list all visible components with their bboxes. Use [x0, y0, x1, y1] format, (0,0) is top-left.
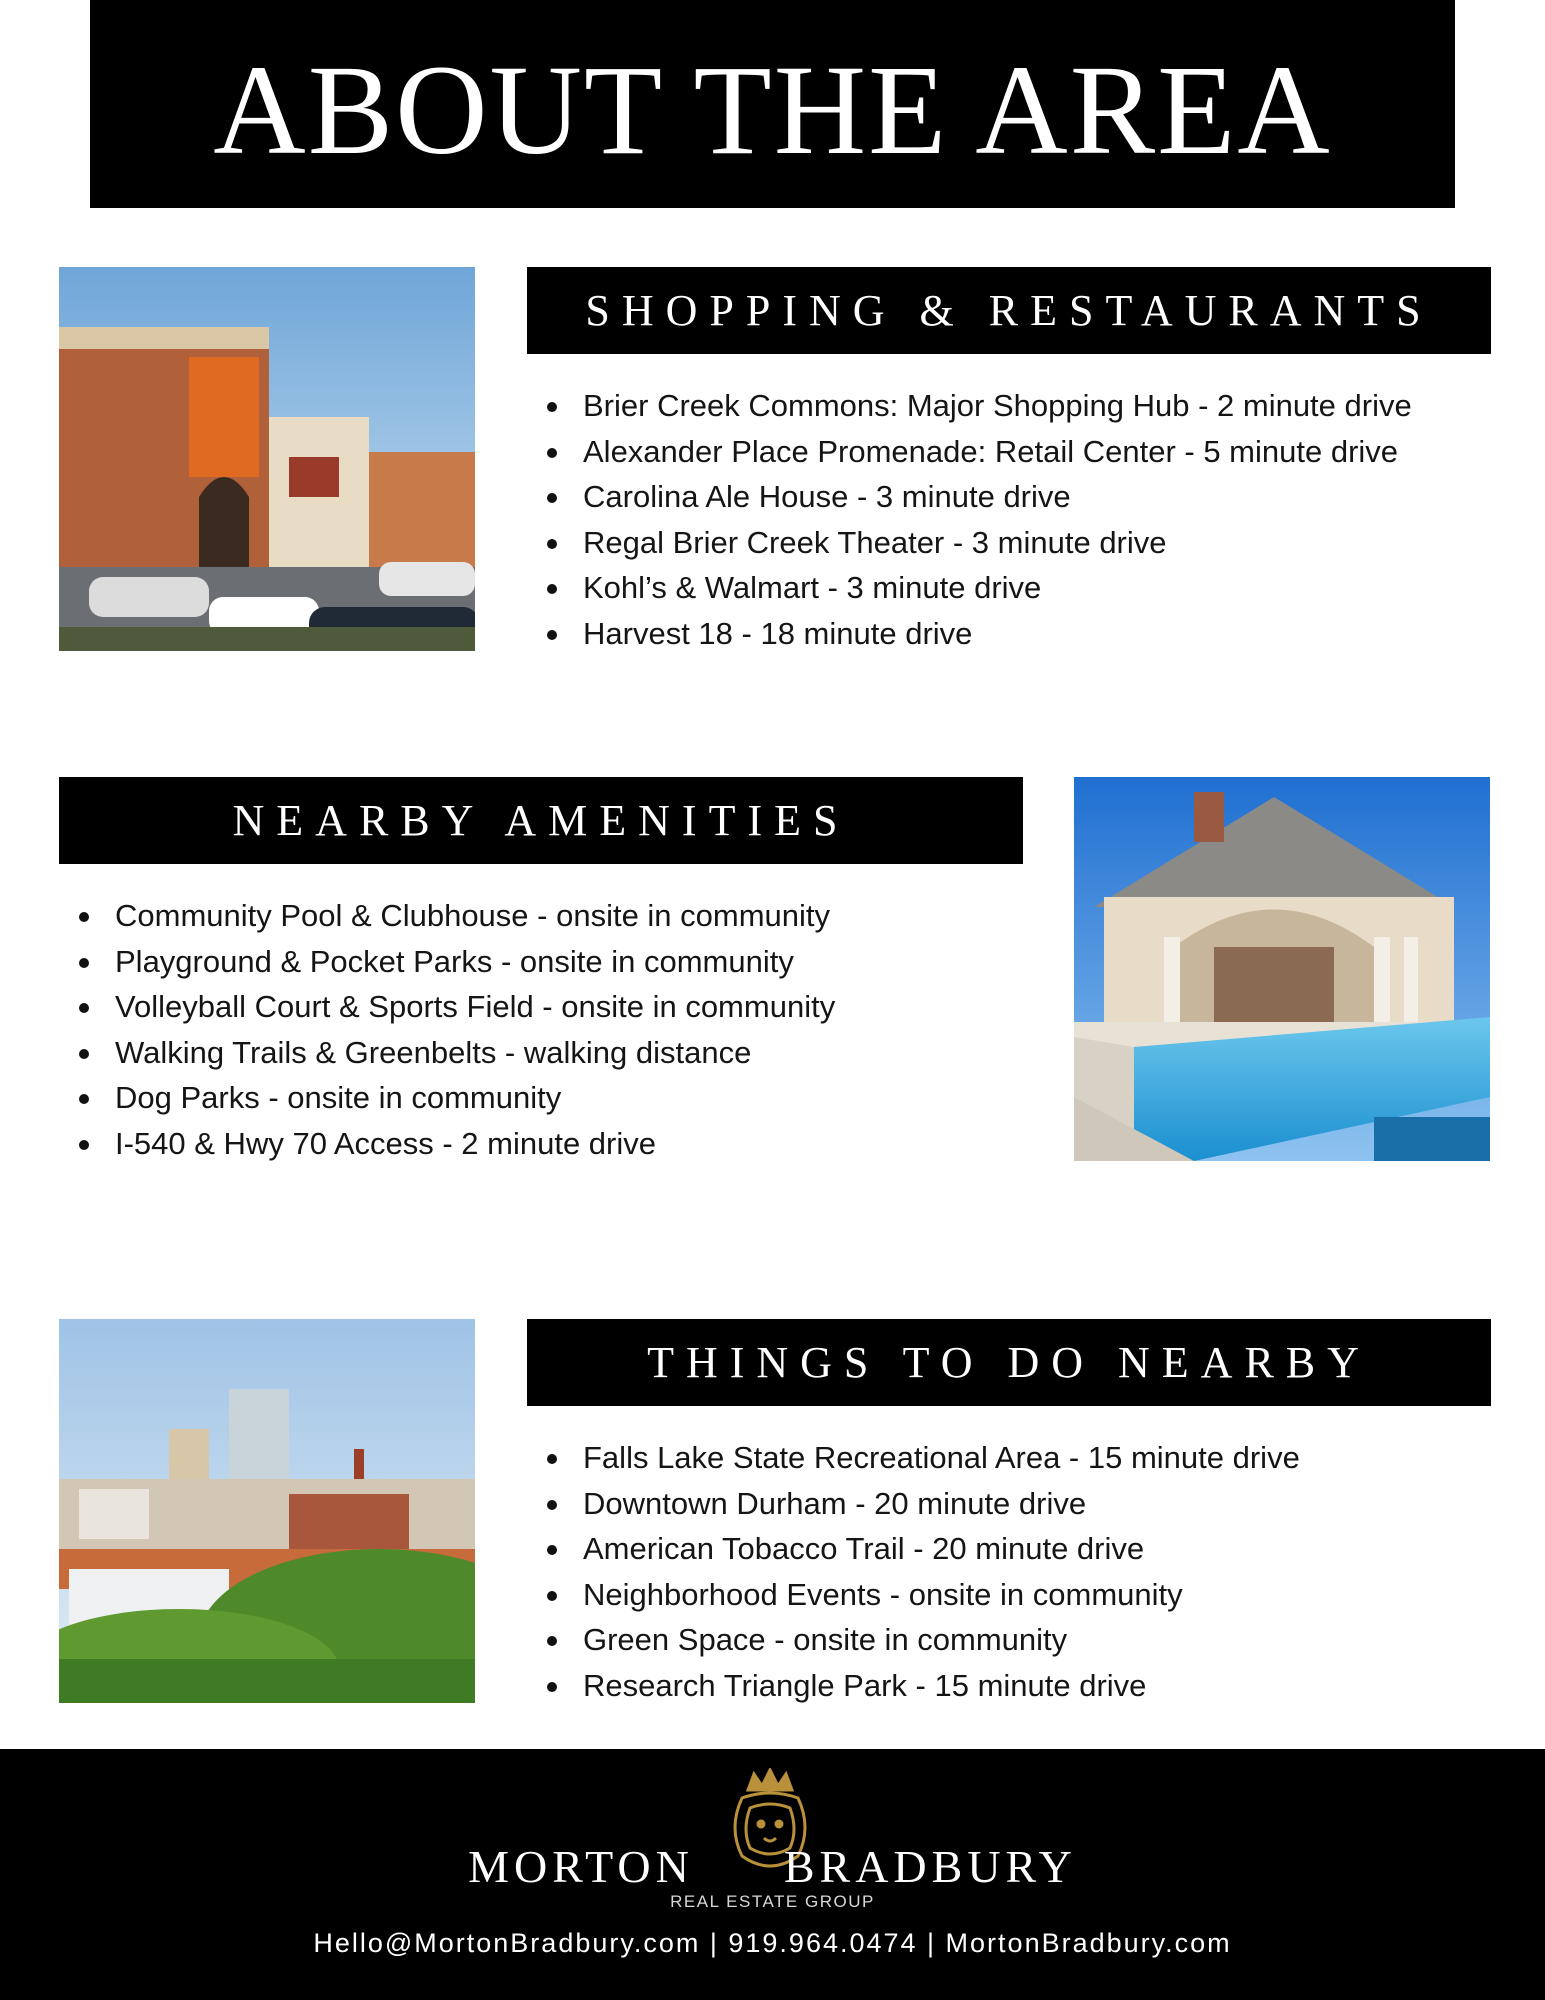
list-item: Green Space - onsite in community: [543, 1617, 1300, 1663]
list-item: Volleyball Court & Sports Field - onsite in community: [75, 984, 835, 1030]
list-item: Carolina Ale House - 3 minute drive: [543, 474, 1412, 520]
list-item: Harvest 18 - 18 minute drive: [543, 611, 1412, 657]
brand-name: [0, 1840, 1545, 1893]
shopping-list: [543, 383, 1412, 656]
shopping-heading-bar: [527, 267, 1491, 354]
list-item: Kohl’s & Walmart - 3 minute drive: [543, 565, 1412, 611]
amenities-heading-bar: [59, 777, 1023, 864]
list-item: Playground & Pocket Parks - onsite in community: [75, 939, 835, 985]
things-list: [543, 1435, 1300, 1708]
list-item: Research Triangle Park - 15 minute drive: [543, 1663, 1300, 1709]
shopping-center-photo: [59, 267, 475, 651]
list-item: Downtown Durham - 20 minute drive: [543, 1481, 1300, 1527]
brand-subtitle: REAL ESTATE GROUP: [670, 1892, 875, 1911]
list-item: I-540 & Hwy 70 Access - 2 minute drive: [75, 1121, 835, 1167]
list-item: Community Pool & Clubhouse - onsite in community: [75, 893, 835, 939]
list-item: Dog Parks - onsite in community: [75, 1075, 835, 1121]
list-item: Alexander Place Promenade: Retail Center - 5 minute drive: [543, 429, 1412, 475]
list-item: Falls Lake State Recreational Area - 15 minute drive: [543, 1435, 1300, 1481]
list-item: Walking Trails & Greenbelts - walking distance: [75, 1030, 835, 1076]
page-title: ABOUT THE AREA: [213, 39, 1332, 181]
shopping-heading: SHOPPING & RESTAURANTS: [585, 286, 1433, 335]
list-item: Regal Brier Creek Theater - 3 minute drive: [543, 520, 1412, 566]
things-heading-bar: [527, 1319, 1491, 1406]
amenities-heading: NEARBY AMENITIES: [232, 796, 850, 845]
list-item: Brier Creek Commons: Major Shopping Hub - 2 minute drive: [543, 383, 1412, 429]
amenities-list: [75, 893, 835, 1166]
list-item: American Tobacco Trail - 20 minute drive: [543, 1526, 1300, 1572]
brand-right: BRADBURY: [783, 1841, 1077, 1892]
title-banner: [90, 0, 1455, 208]
list-item: Neighborhood Events - onsite in community: [543, 1572, 1300, 1618]
contact-line: Hello@MortonBradbury.com | 919.964.0474 | MortonBradbury.com: [313, 1928, 1232, 1958]
brand-left: MORTON: [468, 1841, 694, 1892]
clubhouse-pool-photo: [1074, 777, 1490, 1161]
durham-skyline-photo: [59, 1319, 475, 1703]
things-heading: THINGS TO DO NEARBY: [647, 1338, 1371, 1387]
